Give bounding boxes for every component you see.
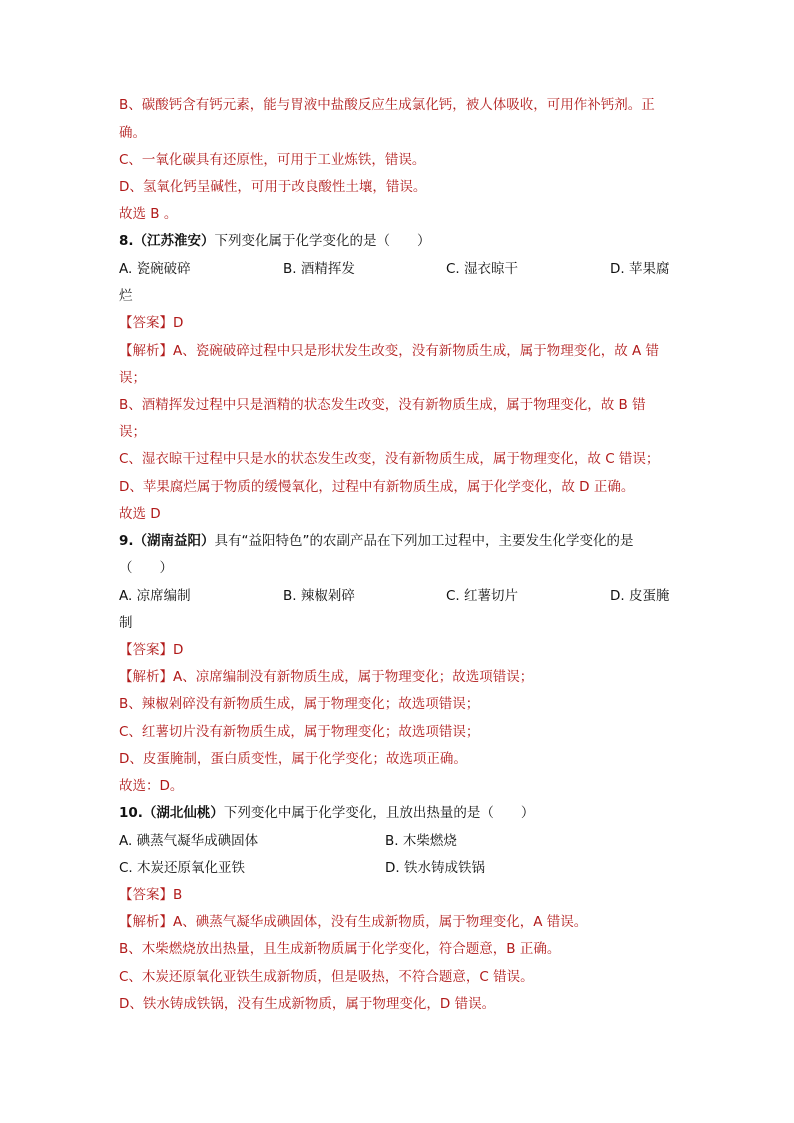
prev-explanation-b-cont: 确。 xyxy=(119,125,146,141)
question-8-option-b: B. 酒精挥发 xyxy=(283,261,355,277)
analysis-text: A、瓷碗破碎过程中只是形状发生改变，没有新物质生成，属于物理变化，故 A 错 xyxy=(173,343,660,359)
question-10-number: 10. xyxy=(119,805,143,821)
prev-explanation-c: C、一氧化碳具有还原性，可用于工业炼铁，错误。 xyxy=(119,152,426,168)
question-9-answer xyxy=(119,641,183,659)
answer-value: D xyxy=(173,315,184,331)
question-9-text: 具有“益阳特色”的农副产品在下列加工过程中，主要发生化学变化的是 xyxy=(214,533,634,549)
question-8-option-d-cont: 烂 xyxy=(119,288,133,304)
question-9-analysis-a xyxy=(119,668,533,686)
question-8-stem xyxy=(119,232,431,250)
analysis-tag: 【解析】 xyxy=(119,669,173,685)
question-8-analysis-a xyxy=(119,342,659,360)
question-9-option-d-cont: 制 xyxy=(119,615,133,631)
question-8-number: 8. xyxy=(119,233,134,249)
question-9-analysis-b: B、辣椒剁碎没有新物质生成，属于物理变化；故选项错误； xyxy=(119,696,480,712)
question-10-answer xyxy=(119,886,182,904)
question-9-option-a: A. 凉席编制 xyxy=(119,588,191,604)
question-8-source: （江苏淮安） xyxy=(133,233,215,249)
question-9-option-b: B. 辣椒剁碎 xyxy=(283,588,355,604)
question-8-option-d: D. 苹果腐 xyxy=(610,261,670,277)
question-10-analysis-b: B、木柴燃烧放出热量，且生成新物质属于化学变化，符合题意，B 正确。 xyxy=(119,941,561,957)
question-8-analysis-b-cont: 误； xyxy=(119,424,146,440)
question-10-option-c: C. 木炭还原氧化亚铁 xyxy=(119,860,246,876)
question-9-source: （湖南益阳） xyxy=(133,533,215,549)
question-8-conclusion: 故选 D xyxy=(119,506,161,522)
prev-explanation-d: D、氢氧化钙呈碱性，可用于改良酸性土壤，错误。 xyxy=(119,179,427,195)
question-10-option-a: A. 碘蒸气凝华成碘固体 xyxy=(119,833,259,849)
question-10-text: 下列变化中属于化学变化，且放出热量的是（ ） xyxy=(223,805,535,821)
question-10-analysis-d: D、铁水铸成铁锅，没有生成新物质，属于物理变化，D 错误。 xyxy=(119,996,496,1012)
question-8-option-c: C. 湿衣晾干 xyxy=(446,261,519,277)
answer-tag: 【答案】 xyxy=(119,642,173,658)
question-8-option-a: A. 瓷碗破碎 xyxy=(119,261,191,277)
question-10-stem xyxy=(119,804,534,822)
prev-explanation-b: B、碳酸钙含有钙元素，能与胃液中盐酸反应生成氯化钙，被人体吸收，可用作补钙剂。正 xyxy=(119,97,655,113)
question-9-stem-cont: （ ） xyxy=(119,560,173,576)
question-9-analysis-c: C、红薯切片没有新物质生成，属于物理变化；故选项错误； xyxy=(119,724,480,740)
analysis-text: A、凉席编制没有新物质生成，属于物理变化；故选项错误； xyxy=(173,669,534,685)
question-9-option-c: C. 红薯切片 xyxy=(446,588,519,604)
question-9-conclusion: 故选：D。 xyxy=(119,778,184,794)
prev-conclusion: 故选 B 。 xyxy=(119,206,178,222)
question-9-analysis-d: D、皮蛋腌制，蛋白质变性，属于化学变化；故选项正确。 xyxy=(119,751,467,767)
question-10-analysis-a xyxy=(119,913,587,931)
answer-value: B xyxy=(173,887,183,903)
question-10-analysis-c: C、木炭还原氧化亚铁生成新物质，但是吸热，不符合题意，C 错误。 xyxy=(119,969,534,985)
question-9-number: 9. xyxy=(119,533,134,549)
question-8-analysis-d: D、苹果腐烂属于物质的缓慢氧化，过程中有新物质生成，属于化学变化，故 D 正确。 xyxy=(119,479,635,495)
question-10-option-b: B. 木柴燃烧 xyxy=(385,833,457,849)
answer-tag: 【答案】 xyxy=(119,315,173,331)
analysis-tag: 【解析】 xyxy=(119,343,173,359)
question-8-text: 下列变化属于化学变化的是（ ） xyxy=(214,233,431,249)
question-10-source: （湖北仙桃） xyxy=(142,805,224,821)
question-9-stem xyxy=(119,532,634,550)
analysis-tag: 【解析】 xyxy=(119,914,173,930)
question-10-option-d: D. 铁水铸成铁锅 xyxy=(385,860,485,876)
question-8-analysis-c: C、湿衣晾干过程中只是水的状态发生改变，没有新物质生成，属于物理变化，故 C 错误； xyxy=(119,451,660,467)
answer-value: D xyxy=(173,642,184,658)
question-8-analysis-b: B、酒精挥发过程中只是酒精的状态发生改变，没有新物质生成，属于物理变化，故 B 错 xyxy=(119,397,646,413)
question-8-analysis-a-cont: 误； xyxy=(119,370,146,386)
question-9-option-d: D. 皮蛋腌 xyxy=(610,588,670,604)
answer-tag: 【答案】 xyxy=(119,887,173,903)
question-8-answer xyxy=(119,314,183,332)
analysis-text: A、碘蒸气凝华成碘固体，没有生成新物质，属于物理变化，A 错误。 xyxy=(173,914,588,930)
